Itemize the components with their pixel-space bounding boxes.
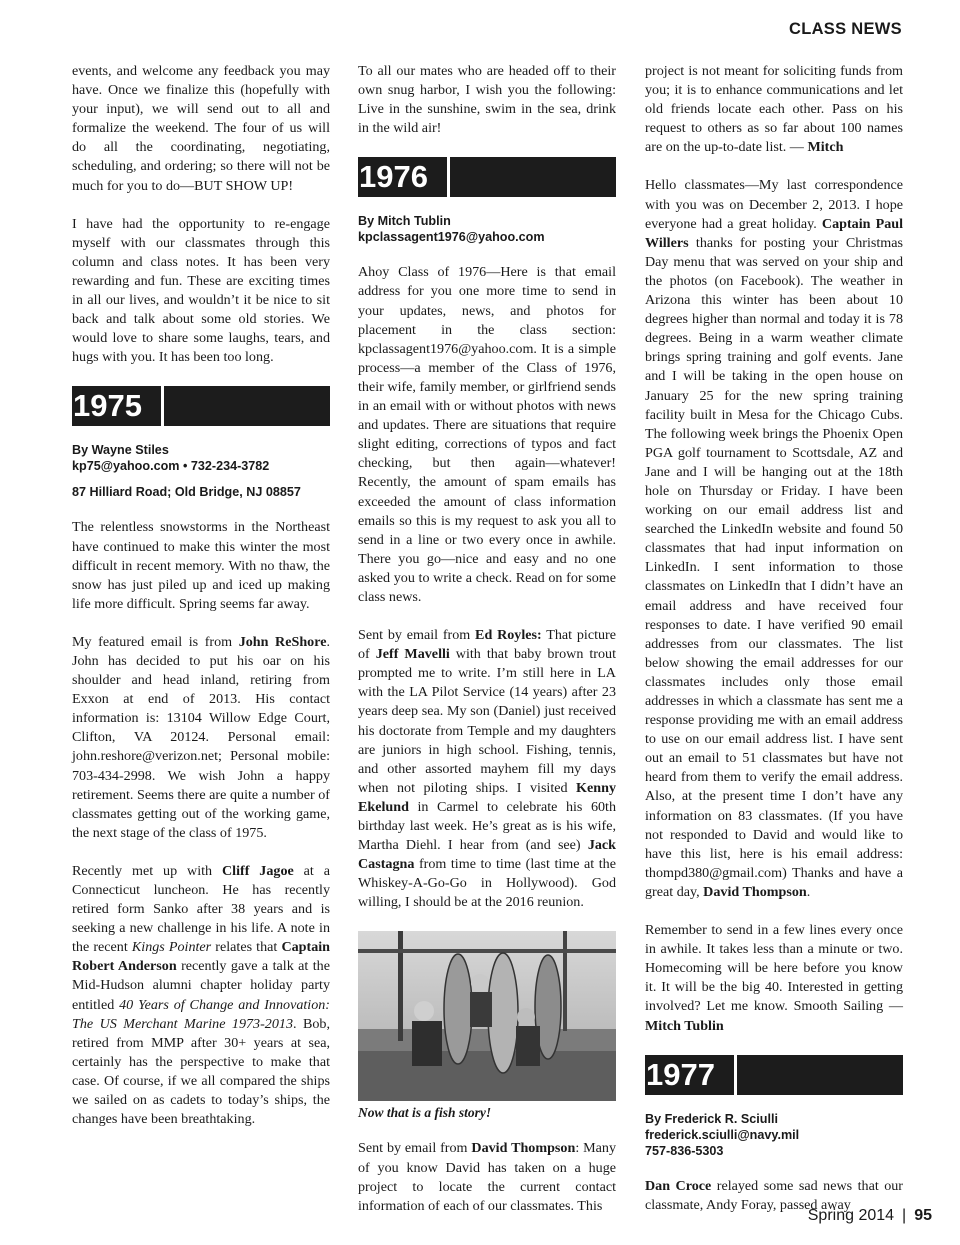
classmate-name: Dan Croce (645, 1177, 712, 1194)
byline-email: frederick.sciulli@navy.mil (645, 1127, 800, 1142)
class-year-label: 1976 (358, 157, 447, 197)
page-footer (808, 1207, 932, 1225)
byline-phone: 757-836-5303 (645, 1143, 724, 1158)
issue-label: Spring 2014 (807, 1207, 895, 1224)
classmate-name: Kenny Ekelund (358, 779, 616, 815)
paragraph: The relentless snowstorms in the Northeast have continued to make this winter the most difficult in recent memory. With no thaw, the snow has just piled up and iced up making life more difficult. Spring seems far away. (72, 519, 330, 612)
paragraph: Sent by email from David Thompson: Many of you know David has taken on a huge project to locate the current contact information of each of our classmates. This (358, 1140, 616, 1214)
paragraph: Hello classmates—My last correspondence with you was on December 2, 2013. I hope everyone had a great holiday. Captain Paul Willers thanks for posting your Christmas Day menu that was served on your ship and the photos (on Facebook). The weather in Arizona this winter has been about 10 degrees higher than normal and today it is 78 degrees. Being in a warm weather climate brings spring training and golf events. Jane and I will be taking in the open house on January 25 for the new spring training facility built in Mesa for the Chicago Cubs. The following week brings the Phoenix Open PGA golf tournament to Scottsdale, AZ and Jane and I will be hanging out at the 18th hole on Thursday or Friday. I have been working on our email address list and searched the LinkedIn website and found 50 classmates that had input information on LinkedIn. I sent information to those classmates on LinkedIn that I didn’t have an email address and have received four responses to date. I have verified 90 email addresses from our classmates. The list below showing the email addresses for our classmates includes only those email addresses in which a classmate has sent me a response providing me with an email address to use on our email address list. I have sent out an email to 51 classmates but have not heard from them to verify the email address. Also, at the present time I don’t have any information on 83 classmates. (If you have not responded to David and would like to have this list, here is his email address: thompd380@gmail.com) Thanks and have a great day, David Thompson. (645, 177, 903, 900)
classmate-name: Captain Robert Anderson (72, 939, 330, 975)
signature: Mitch (807, 139, 844, 156)
classmate-name: Ed Royles: (475, 627, 542, 644)
class-year-label: 1975 (72, 386, 161, 426)
talk-title: 40 Years of Change and Innovation: The US Merchant Marine 1973-2013 (72, 996, 330, 1032)
classmate-name: Jeff Mavelli (375, 646, 450, 663)
fishing-photo (358, 931, 616, 1101)
column-2 (358, 62, 616, 1235)
column-1 (72, 62, 330, 1148)
class-year-label: 1977 (645, 1055, 734, 1095)
paragraph: My featured email is from John ReShore. John has decided to put his oar on his shoulder and head inland, retiring from Exxon at end of 2013. His contact information is: 13104 Willow Edge Court, Clifton, VA 20124. Personal email: john.reshore@verizon.net; Personal mobile: 703-434-2998. We wish John a happy retirement. Seems there are quite a number of classmates getting out of the working game, the next stage of the class of 1975. (72, 633, 330, 841)
banner-bar (164, 386, 330, 426)
banner-bar (737, 1055, 903, 1095)
class-year-banner-1975 (72, 386, 330, 426)
paragraph: Sent by email from Ed Royles: That picture of Jeff Mavelli with that baby brown trout prompted me to write. I’m still here in LA with the LA Pilot Service (14 years) after 23 years deep sea. My son (Daniel) just received his doctorate from Temple and my daughters are juniors in high school. Fishing, tennis, and other assorted mayhem fill my days when not piloting ships. I visited Kenny Ekelund in Carmel to celebrate his 60th birthday last week. He’s great as is his wife, Martha Diehl. I hear from (and see) Jack Castagna from time to time (last time at the Whiskey-A-Go-Go in Hollywood). God willing, I should be at the 2016 reunion. (358, 627, 616, 911)
byline-contact: kpclassagent1976@yahoo.com (358, 230, 545, 245)
classmate-name: Cliff Jagoe (222, 862, 294, 879)
page-number: 95 (914, 1207, 932, 1224)
banner-bar (450, 157, 616, 197)
section-header: CLASS NEWS (788, 20, 902, 38)
paragraph: I have had the opportunity to re-engage myself with our classmates through this column and class notes. It has been very rewarding and fun. These are exciting times in all our lives, and wouldn’t it be nice to sit back and talk about some old stories. We would love to share some laughs, tears, and hugs with you. It has been too long. (72, 215, 330, 366)
signature: Mitch Tublin (645, 1017, 724, 1034)
classmate-name: Jack Castagna (358, 837, 616, 873)
publication-title: Kings Pointer (131, 939, 212, 956)
photo-caption: Now that is a fish story! (358, 1105, 492, 1121)
byline-author: By Mitch Tublin (358, 214, 451, 229)
byline-address: 87 Hilliard Road; Old Bridge, NJ 08857 (72, 485, 301, 500)
column-3 (645, 62, 903, 1234)
fishing-photo-image (358, 931, 616, 1101)
paragraph: Dan Croce relayed some sad news that our classmate, Andy Foray, passed away (645, 1177, 903, 1213)
paragraph: events, and welcome any feedback you may have. Once we finalize this (hopefully with your input), we will send out to all and formalize the weekend. The four of us will do all the coordinating, negotiating, scheduling, and ordering; so there will not be much for you to do—BUT SHOW UP! (72, 63, 330, 194)
paragraph: project is not meant for soliciting funds from you; it is to enhance communications and let old friends locate each other. Pass on his request to others as so far about 100 names are on the up-to-date list. — Mitch (645, 63, 903, 156)
footer-divider: | (902, 1207, 907, 1224)
classmate-name: David Thompson (471, 1140, 576, 1157)
byline-contact: kp75@yahoo.com • 732-234-3782 (72, 459, 270, 474)
class-year-banner-1976 (358, 157, 616, 197)
byline-author: By Frederick R. Sciulli (645, 1111, 778, 1126)
classmate-name: John ReShore (238, 633, 327, 650)
paragraph: Recently met up with Cliff Jagoe at a Connecticut luncheon. He has recently retired form Sanko after 38 years and is seeking a new challenge in his life. A note in the recent Kings Pointer relates that Captain Robert Anderson recently gave a talk at the Mid-Hudson alumni chapter holiday party entitled 40 Years of Change and Innovation: The US Merchant Marine 1973-2013. Bob, retired from MMP after 30+ years at sea, certainly has the perspective to make that case. Of course, if we all compared the ships we sailed on as cadets to today’s ships, the changes have been breathtaking. (72, 862, 330, 1128)
paragraph: Ahoy Class of 1976—Here is that email address for you one more time to send in your updates, news, and photos for placement in the class section: kpclassagent1976@yahoo.com. It is a simple process—a member of the Class of 1976, their wife, family member, or girlfriend sends in an email with or without photos with news and updates. There are situations that require slight editing, corrections of typos and fact checking, but then again—whatever! Recently, the amount of spam emails has exceeded the amount of class information emails so this is my request to ask you all to send in a line or two every once in awhile. There you go—nice and easy and no one asked you to write a check. Read on for some class news. (358, 264, 616, 605)
classmate-name: Captain Paul Willers (645, 215, 903, 251)
paragraph: To all our mates who are headed off to their own snug harbor, I wish you the following: Live in the sunshine, swim in the sea, drink in the wild air! (358, 63, 616, 137)
class-year-banner-1977 (645, 1055, 903, 1095)
classmate-name: David Thompson (703, 883, 807, 900)
byline-author: By Wayne Stiles (72, 443, 169, 458)
paragraph: Remember to send in a few lines every once in awhile. It takes less than a minute or two. Homecoming will be here before you know it. It will be the big 40. Interested in getting involved? Let me know. Smooth Sailing — Mitch Tublin (645, 922, 903, 1034)
